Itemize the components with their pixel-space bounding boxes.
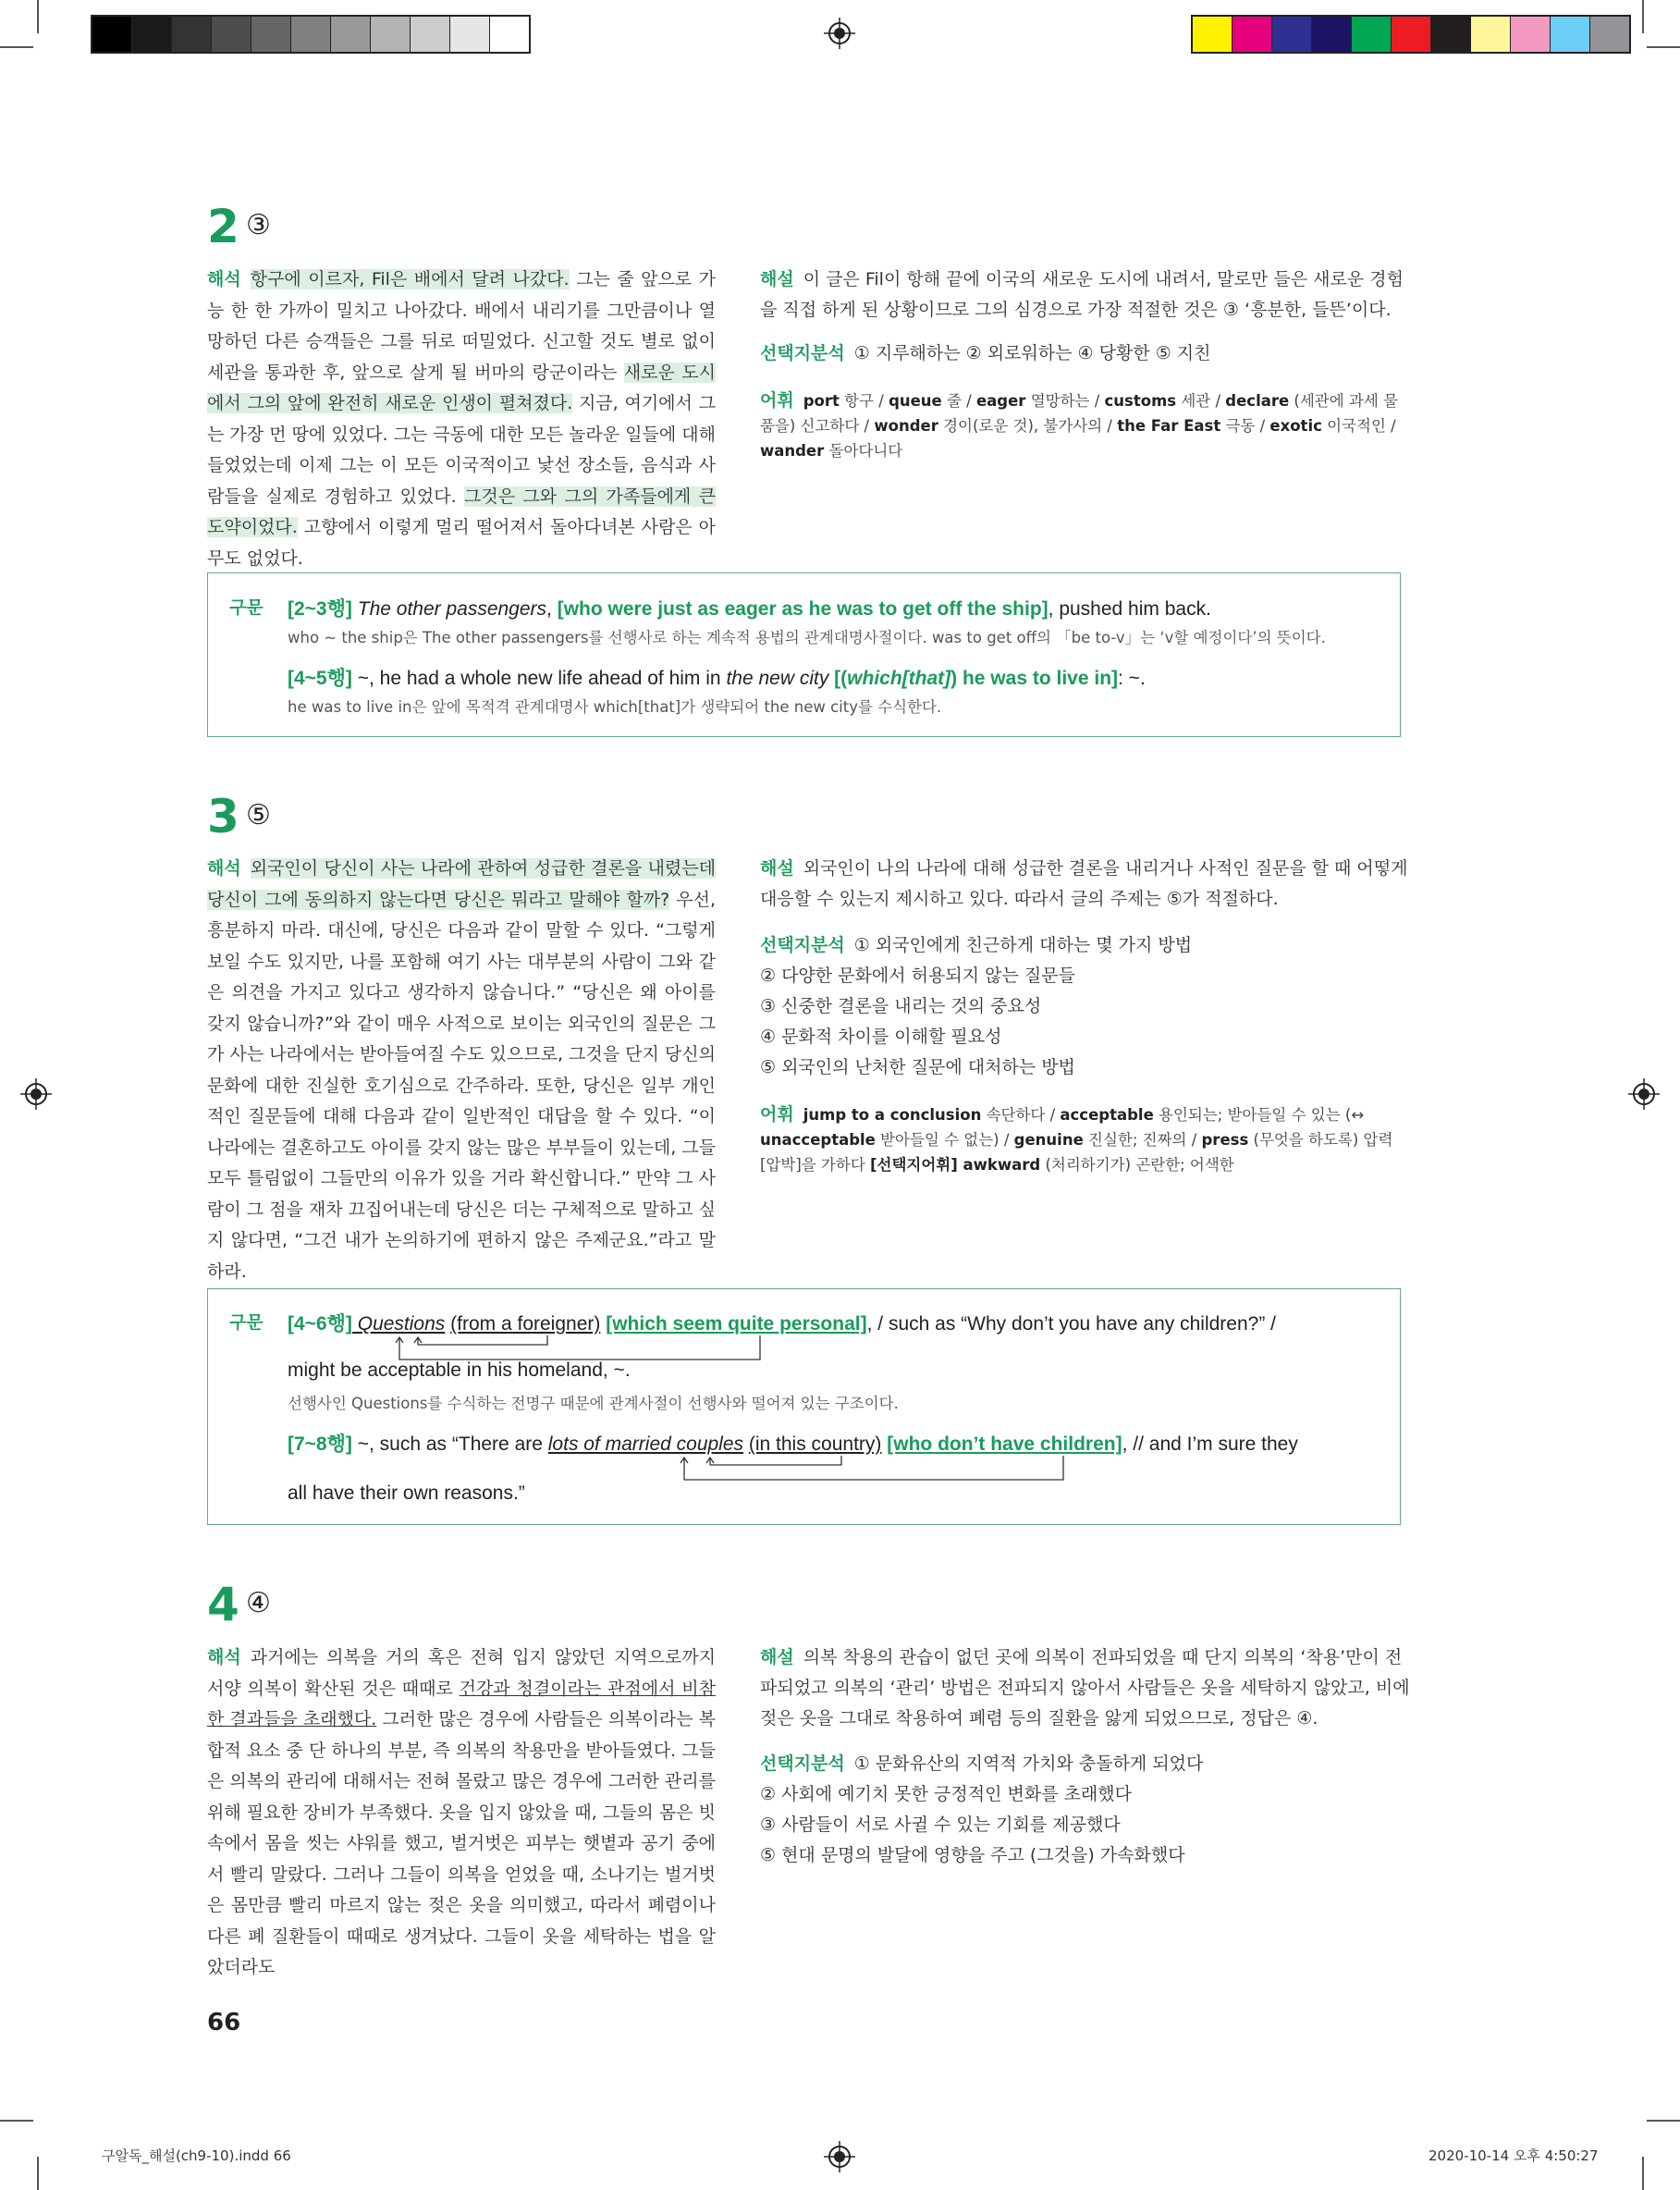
color-swatch: [490, 17, 529, 52]
footer-timestamp: 2020-10-14 오후 4:50:27: [1429, 2147, 1599, 2164]
color-swatch: [411, 17, 450, 52]
vocab-meaning: 항구 /: [839, 392, 889, 410]
grammar-note: he was to live in은 앞에 목적격 관계대명사 which[that]가 생략되어 the new city를 수식한다.: [288, 698, 942, 716]
gray-scale-bar: [91, 15, 531, 54]
explanation-line: 해설 외국인이 나의 나라에 대해 성급한 결론을 내리거나 사적인 질문을 할 때 어떻게: [760, 858, 1408, 879]
vocab-meaning: 속단하다 /: [981, 1106, 1061, 1124]
explanation-line: 해설 이 글은 Fil이 항해 끝에 이국의 새로운 도시에 내려서, 말로만 들은 새로운 경험: [760, 269, 1404, 289]
vocab-meaning: (무엇을 하도록) 압력[압박]을 가하다: [760, 1131, 1393, 1174]
vocab-term: genuine: [1013, 1131, 1084, 1149]
grammar-fragment: : ~.: [1118, 668, 1146, 689]
footer-filename: 구알독_해설(ch9-10).indd 66: [102, 2147, 291, 2164]
grammar-label: 구문: [229, 1312, 264, 1333]
registration-mark-top-icon: [824, 18, 855, 49]
vocab-term: port: [803, 392, 840, 410]
grammar-sentence: [4~6행] Questions (from a foreigner) [which seem quite personal], / such as “Why don’t you have any children?” /: [288, 1313, 1276, 1335]
explanation-line: 파되었고 의복의 ‘관리’ 방법은 전파되지 않아서 사람들은 옷을 세탁하지 않았고, 비에: [760, 1678, 1410, 1698]
page-number: 66: [207, 2009, 241, 2036]
color-swatch: [1193, 17, 1232, 52]
vocab-term: declare: [1225, 392, 1290, 410]
vocab-term: eager: [975, 392, 1026, 410]
explanation-line: 해설 의복 착용의 관습이 없던 곳에 의복이 전파되었을 때 단지 의복의 ‘착용’만이 전: [760, 1647, 1403, 1667]
color-swatch: [172, 17, 212, 52]
translation-text: [207, 1647, 716, 1977]
choice-line: ③ 사람들이 서로 사귈 수 있는 기회를 제공했다: [760, 1815, 1121, 1835]
choices-block: [760, 1749, 1403, 1871]
explanation-label: 해설: [760, 858, 794, 879]
color-swatch: [1232, 17, 1272, 52]
vocab-meaning: 줄 /: [941, 392, 976, 410]
choices-block: [760, 338, 1403, 369]
choices-block: [760, 930, 1403, 1083]
translation-label: 해석: [207, 1647, 241, 1667]
highlighted-sentence: 그것은 그와 그의 가족들에게 큰 도약이었다.: [207, 486, 716, 537]
vocab-term: wonder: [874, 417, 938, 435]
explanation-line: 대응할 수 있는지 제시하고 있다. 따라서 글의 주제는 ⑤가 적절하다.: [760, 889, 1279, 909]
vocab-meaning: 극동 /: [1220, 417, 1270, 435]
grammar-sentence: [2~3행] The other passengers, [who were just as eager as he was to get off the ship], pushed him back.: [288, 598, 1211, 620]
color-swatch: [1590, 17, 1629, 52]
grammar-label: 구문: [229, 597, 264, 618]
vocabulary-text: [760, 392, 1398, 460]
vocabulary-block: [760, 1102, 1403, 1177]
vocab-term: jump to a conclusion: [803, 1106, 982, 1124]
choice-line: 선택지분석 ① 외국인에게 친근하게 대하는 몇 가지 방법: [760, 935, 1193, 955]
translation-text: [207, 858, 716, 1282]
color-swatch: [291, 17, 331, 52]
grammar-fragment: lots of married couples: [547, 1433, 744, 1455]
crop-mark-top-left-h: [0, 46, 33, 48]
color-swatch: [92, 17, 132, 52]
color-swatch: [1392, 17, 1431, 52]
vocab-term: the Far East: [1117, 417, 1221, 435]
answer-marker: ④: [246, 1587, 271, 1619]
color-swatch: [251, 17, 291, 52]
grammar-fragment: [who were just as eager as he was to get off the ship]: [557, 598, 1048, 620]
grammar-fragment: (in this country): [748, 1433, 882, 1455]
grammar-fragment: ) he was to live in]: [950, 668, 1119, 689]
color-swatch: [371, 17, 411, 52]
translation-paragraph: [207, 265, 716, 574]
color-swatch: [1551, 17, 1590, 52]
vocab-meaning: 경이(로운 것), 불가사의 /: [938, 417, 1118, 435]
vocab-meaning: 열망하는 /: [1025, 392, 1105, 410]
explanation-block: [760, 854, 1408, 915]
grammar-fragment: [who don’t have children]: [887, 1433, 1122, 1455]
color-swatch: [1272, 17, 1312, 52]
color-swatch: [450, 17, 490, 52]
grammar-fragment: [(: [828, 668, 848, 689]
grammar-fragment: [which seem quite personal]: [606, 1313, 867, 1335]
translation-label: 해석: [207, 858, 241, 879]
vocab-meaning: 돌아다니다: [824, 442, 903, 460]
translation-paragraph: [207, 854, 716, 1287]
registration-mark-bottom-icon: [824, 2141, 855, 2172]
vocab-term: queue: [889, 392, 942, 410]
grammar-fragment: , // and I’m sure they: [1122, 1433, 1298, 1455]
grammar-fragment: ~, such as “There are: [351, 1433, 548, 1455]
vocabulary-text: [760, 1106, 1392, 1174]
color-swatch: [132, 17, 172, 52]
explanation-block: [760, 265, 1403, 326]
choice-line: 선택지분석 ① 지루해하는 ② 외로워하는 ④ 당황한 ⑤ 지친: [760, 343, 1211, 363]
color-swatch: [1352, 17, 1392, 52]
vocab-term: customs: [1104, 392, 1177, 410]
crop-mark-top-left-v: [37, 0, 39, 33]
grammar-fragment: (from a foreigner): [450, 1313, 601, 1335]
grammar-fragment: ~, he had a whole new life ahead of him in: [351, 668, 727, 689]
vocab-term: unacceptable: [760, 1131, 876, 1149]
choice-line: ② 사회에 예기치 못한 긍정적인 변화를 초래했다: [760, 1784, 1132, 1804]
choice-line: ③ 신중한 결론을 내리는 것의 중요성: [760, 996, 1042, 1016]
grammar-note: 선행사인 Questions를 수식하는 전명구 때문에 관계사절이 선행사와 떨어져 있는 구조이다.: [288, 1395, 899, 1412]
registration-mark-left-icon: [20, 1078, 52, 1110]
choices-label: 선택지분석: [760, 1753, 845, 1774]
choice-line: ⑤ 현대 문명의 발달에 영향을 주고 (그것을) 가속화했다: [760, 1845, 1185, 1865]
sentence: 그러한 많은 경우에 사람들은 의복이라는 복합적 요소 중 단 하나의 부분, 즉 의복의 착용만을 받아들였다. 그들은 의복의 관리에 대해서는 전혀 몰랐고 많은 경우에 그러한 관리를 위해 필요한 장비가 부족했다. 옷을 입지 않았을 때, 그들의 몸은 빗속에서 몸을 씻는 샤워를 했고, 벌거벗은 피부는 햇볕과 공기 중에서 빨리 말랐다. 그러나 그들이 의복을 얻었을 때, 소나기는 벌거벗은 몸만큼 빨리 마르지 않는 젖은 옷을 의미했고, 따라서 폐렴이나 다른 폐 질환들이 때때로 생겨났다. 그들이 옷을 세탁하는 법을 알았더라도: [207, 1709, 716, 1977]
grammar-sentence-continued: might be acceptable in his homeland, ~.: [288, 1360, 631, 1381]
sentence: 고향에서 이렇게 멀리 떨어져서 돌아다녀본 사람은 아무도 없었다.: [207, 517, 716, 569]
choice-line: 선택지분석 ① 문화유산의 지역적 가치와 충돌하게 되었다: [760, 1753, 1204, 1774]
highlighted-sentence: 새로운 도시에서 그의 앞에 완전히 새로운 인생이 펼쳐졌다.: [207, 362, 716, 413]
explanation-label: 해설: [760, 269, 794, 289]
registration-mark-right-icon: [1628, 1078, 1660, 1110]
vocab-term: wander: [760, 442, 825, 460]
crop-mark-bottom-right-h: [1647, 2120, 1680, 2122]
grammar-fragment: , pushed him back.: [1048, 598, 1211, 620]
explanation-line: 을 직접 하게 된 상황이므로 그의 심경으로 가장 적절한 것은 ③ ‘흥분한, 들뜬’이다.: [760, 300, 1392, 320]
vocab-term: acceptable: [1060, 1106, 1154, 1124]
grammar-fragment: Questions: [351, 1313, 446, 1335]
grammar-fragment: which[that]: [847, 668, 951, 689]
vocab-meaning: 이국적인 /: [1321, 417, 1396, 435]
grammar-note: who ~ the ship은 The other passengers를 선행사로 하는 계속적 용법의 관계대명사절이다. was to get off의 「be to-v」는 ‘v할 예정이다’의 뜻이다.: [288, 629, 1326, 646]
translation-text: [207, 269, 716, 569]
color-bar: [1191, 15, 1631, 54]
choice-line: ④ 문화적 차이를 이해할 필요성: [760, 1027, 1002, 1047]
answer-marker: ③: [246, 209, 271, 241]
crop-mark-top-right-v: [1642, 0, 1644, 33]
crop-mark-bottom-right-v: [1642, 2157, 1644, 2190]
vocabulary-label: 어휘: [760, 390, 794, 411]
vocab-meaning: (처리하기가) 곤란한; 어색한: [1040, 1156, 1234, 1174]
vocab-meaning: 용인되는; 받아들일 수 있는 (↔: [1153, 1106, 1365, 1124]
color-swatch: [1511, 17, 1551, 52]
vocab-term: exotic: [1269, 417, 1322, 435]
explanation-block: [760, 1642, 1410, 1734]
grammar-sentence: [4~5행] ~, he had a whole new life ahead of him in the new city [(which[that]) he was to live in]: ~.: [288, 668, 1146, 689]
crop-mark-bottom-left-h: [0, 2120, 33, 2122]
explanation-label: 해설: [760, 1647, 794, 1667]
grammar-fragment: ,: [546, 598, 558, 620]
sentence: 지금, 여기에서 그는 가장 먼 땅에 있었다. 그는 극동에 대한 모든 놀라운 일들에 대해 들었었는데 이제 그는 이 모든 이국적이고 낯선 장소들, 음식과 사람들을 실제로 경험하고 있었다.: [207, 393, 716, 507]
question-number: 2: [207, 200, 239, 253]
vocab-term: press: [1201, 1131, 1249, 1149]
grammar-sentence-continued: all have their own reasons.”: [288, 1483, 525, 1504]
vocab-meaning: (세관에 과세 물품을) 신고하다 /: [760, 392, 1398, 435]
sentence: 과거에는 의복을 거의 혹은 전혀 입지 않았던 지역으로까지 서양 의복이 확산된 것은 때때로: [207, 1647, 716, 1699]
vocab-meaning: 받아들일 수 없는) /: [875, 1131, 1014, 1149]
grammar-fragment: The other passengers: [351, 598, 547, 620]
vocabulary-label: 어휘: [760, 1104, 794, 1125]
vocabulary-block: [760, 388, 1403, 463]
translation-paragraph: [207, 1642, 716, 1984]
grammar-fragment: , / such as “Why don’t you have any children?” /: [866, 1313, 1276, 1335]
translation-label: 해석: [207, 269, 241, 289]
underlined-sentence: 건강과 청결이라는 관점에서 비참한 결과들을 초래했다.: [207, 1678, 716, 1729]
grammar-sentence: [7~8행] ~, such as “There are lots of married couples (in this country) [who don’t have children], // and I’m sure they: [288, 1433, 1298, 1455]
crop-mark-top-right-h: [1647, 46, 1680, 48]
vocab-meaning: 진실한; 진짜의 /: [1083, 1131, 1202, 1149]
explanation-line: 젖은 옷을 그대로 착용하여 폐렴 등의 질환을 앓게 되었으므로, 정답은 ④.: [760, 1708, 1318, 1729]
crop-mark-bottom-left-v: [37, 2157, 39, 2190]
choices-label: 선택지분석: [760, 935, 845, 955]
sentence: 우선, 흥분하지 마라. 대신에, 당신은 다음과 같이 말할 수 있다. “그렇게 보일 수도 있지만, 나를 포함해 여기 사는 대부분의 사람이 그와 같은 의견을 가지고 있다고 생각하지 않습니다.” “당신은 왜 아이를 갖지 않습니까?”와 같이 매우 사적으로 보이는 외국인의 질문은 그가 사는 나라에서는 받아들여질 수도 있으므로, 그것을 단지 당신의 문화에 대한 진실한 호기심으로 간주하라. 또한, 당신은 일부 개인적인 질문들에 대해 다음과 같이 일반적인 대답을 할 수 있다. “이 나라에는 결혼하고도 아이를 갖지 않는 많은 부부들이 있는데, 그들 모두 틀림없이 그들만의 이유가 있을 거라 확신합니다.” 만약 그 사람이 그 점을 재차 끄집어내는데 당신은 더는 구체적으로 말하고 싶지 않다면, “그건 내가 논의하기에 편하지 않은 주제군요.”라고 말하라.: [207, 889, 717, 1282]
color-swatch: [1471, 17, 1511, 52]
color-swatch: [212, 17, 251, 52]
modifier-arrows: [666, 1452, 1073, 1485]
vocab-term: [선택지어휘] awkward: [870, 1156, 1041, 1174]
highlighted-sentence: 외국인이 당신이 사는 나라에 관하여 성급한 결론을 내렸는데 당신이 그에 동의하지 않는다면 당신은 뭐라고 말해야 할까?: [207, 858, 716, 910]
vocab-meaning: 세관 /: [1176, 392, 1226, 410]
question-number: 4: [207, 1578, 239, 1631]
question-number: 3: [207, 790, 239, 843]
color-swatch: [1431, 17, 1471, 52]
grammar-fragment: the new city: [726, 668, 829, 689]
highlighted-sentence: 항구에 이르자, Fil은 배에서 달려 나갔다.: [250, 269, 570, 289]
color-swatch: [331, 17, 371, 52]
color-swatch: [1312, 17, 1352, 52]
choice-line: ⑤ 외국인의 난처한 질문에 대처하는 방법: [760, 1057, 1075, 1077]
choices-label: 선택지분석: [760, 343, 845, 363]
choice-line: ② 다양한 문화에서 허용되지 않는 질문들: [760, 966, 1075, 986]
answer-marker: ⑤: [246, 799, 271, 831]
sentence: 그는 줄 앞으로 가능 한 한 가까이 밀치고 나아갔다. 배에서 내리기를 그만큼이나 열망하던 다른 승객들은 그를 뒤로 떠밀었다. 신고할 것도 별로 없이 세관을 통과한 후, 앞으로 살게 될 버마의 랑군이라는: [207, 269, 716, 383]
